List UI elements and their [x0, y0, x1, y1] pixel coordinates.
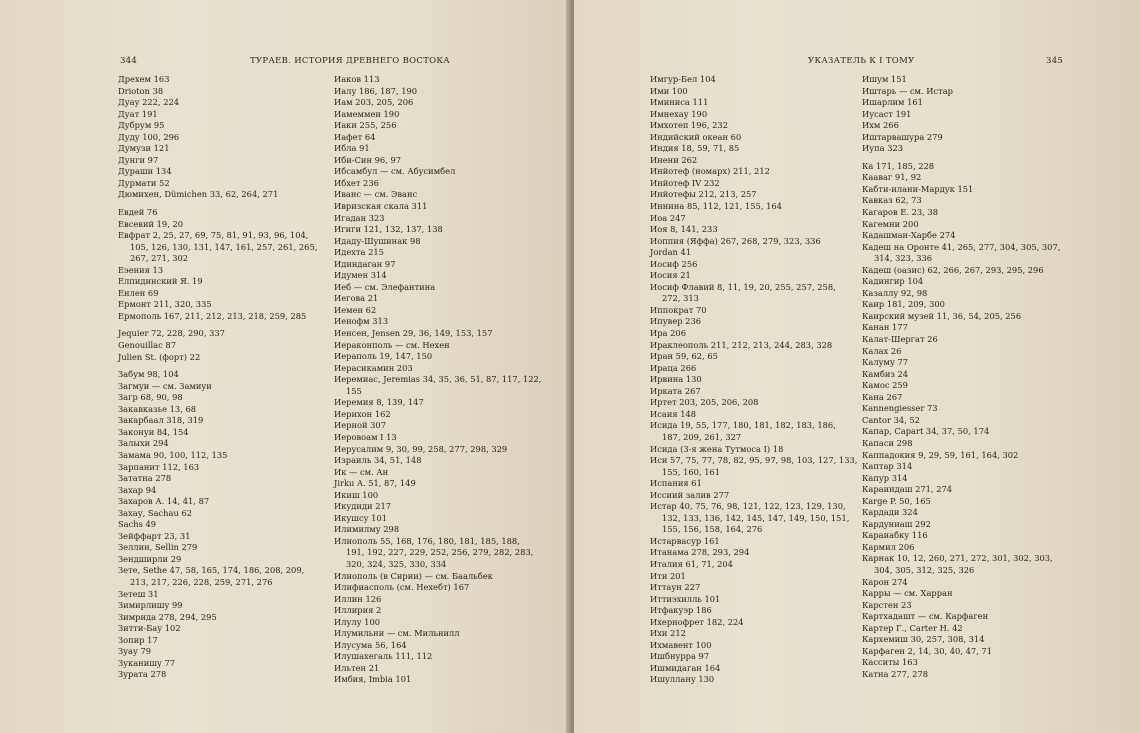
index-entry: Genouillac 87: [118, 340, 176, 351]
right-index-column-2: [862, 74, 1060, 680]
index-entry: 272, 313: [662, 293, 699, 304]
index-entry: Кавказ 62, 73: [862, 195, 922, 206]
index-entry: Иерихон 162: [334, 408, 391, 419]
index-entry: Иосиф Флавий 8, 11, 19, 20, 255, 257, 258,: [650, 281, 836, 292]
index-entry: Зататна 278: [118, 473, 172, 484]
index-entry: Drioton 38: [118, 85, 164, 96]
index-entry: Иенофм 313: [334, 316, 389, 327]
index-entry: Исаия 148: [650, 408, 697, 419]
index-entry: Дрехем 163: [118, 74, 170, 84]
index-entry: Дуау 222, 224: [118, 97, 180, 108]
index-entry: Ка 171, 185, 228: [862, 160, 935, 171]
index-entry: Иосия 21: [650, 270, 691, 281]
index-entry: Ира 206: [650, 328, 686, 339]
index-entry: Икиш 100: [334, 489, 379, 500]
index-entry: 155: [346, 385, 362, 396]
index-entry: Иоппия (Яффа) 267, 268, 279, 323, 336: [650, 235, 821, 246]
index-entry: Елпидинский Я. 19: [118, 276, 203, 287]
index-entry: Инйотеф IV 232: [650, 177, 720, 188]
index-entry: Инйотеф (номарх) 211, 212: [650, 166, 770, 177]
index-entry: Иран 59, 62, 65: [650, 351, 718, 362]
index-entry: 320, 324, 325, 330, 334: [346, 558, 447, 569]
index-entry: Камос 259: [862, 380, 908, 391]
index-entry: Иафет 64: [334, 131, 376, 142]
index-entry: Иерусалим 9, 30, 99, 258, 277, 298, 329: [334, 443, 508, 454]
index-entry: Дюмихен, Dümichen 33, 62, 264, 271: [118, 189, 279, 200]
right-running-head: УКАЗАТЕЛЬ К I ТОМУ: [808, 56, 915, 66]
index-entry: Дунги 97: [118, 154, 159, 165]
index-entry: Капаси 298: [862, 437, 913, 448]
index-entry: Забум 98, 104: [118, 369, 179, 380]
index-entry: Ишарлим 161: [862, 97, 923, 108]
index-entry: Закавказье 13, 68: [118, 403, 197, 414]
index-entry: Израиль 34, 51, 148: [334, 455, 422, 466]
index-entry: Julien St. (форт) 22: [118, 351, 201, 362]
index-entry: Индия 18, 59, 71, 85: [650, 143, 740, 154]
index-entry: Дурмати 52: [118, 177, 170, 188]
index-entry: Закарбаал 318, 319: [118, 415, 204, 426]
index-entry: Karge P. 50, 165: [862, 495, 931, 506]
right-page-number: 345: [1046, 56, 1064, 66]
index-entry: Игадан 323: [334, 212, 385, 223]
index-entry: Кагаров Е. 23, 38: [862, 207, 938, 218]
index-entry: Ипувер 236: [650, 316, 702, 327]
index-entry: Захаров А. 14, 41, 87: [118, 496, 210, 507]
index-entry: Замама 90, 100, 112, 135: [118, 449, 228, 460]
index-entry: Истарвасур 161: [650, 535, 720, 546]
index-entry: Иам 203, 205, 206: [334, 97, 414, 108]
index-entry: Иерной 307: [334, 420, 386, 431]
index-entry: Капур 314: [862, 472, 908, 483]
index-entry: Имхотеп 196, 232: [650, 120, 728, 131]
index-entry: Ишбнурра 97: [650, 651, 710, 662]
index-entry: 105, 126, 130, 131, 147, 161, 257, 261, 265,: [130, 241, 318, 252]
index-entry: Иемен 62: [334, 304, 377, 315]
index-entry: Илифиасполь (см. Нехебт) 167: [334, 582, 470, 593]
index-entry: Захау, Sachau 62: [118, 507, 193, 518]
right-page: [574, 0, 1140, 733]
index-entry: Калуму 77: [862, 357, 909, 368]
index-entry: Дураши 134: [118, 166, 172, 177]
index-entry: Зурата 278: [118, 669, 167, 680]
index-entry: Дуат 191: [118, 108, 158, 119]
index-entry: Kannengiesser 73: [862, 403, 938, 414]
index-entry: Касситы 163: [862, 657, 918, 668]
index-entry: Караиндаш 271, 274: [862, 484, 953, 495]
index-entry: Иттаун 227: [650, 582, 701, 593]
index-entry: Зеллин, Sellin 279: [118, 542, 198, 553]
index-entry: Иеб — см. Элефантина: [334, 281, 436, 292]
index-entry: Ибла 91: [334, 143, 370, 154]
index-entry: Зопир 17: [118, 634, 158, 645]
index-entry: Итанама 278, 293, 294: [650, 547, 750, 558]
index-entry: Cantor 34, 52: [862, 414, 920, 425]
index-entry: Иегова 21: [334, 293, 379, 304]
index-entry: Каппадокия 9, 29, 59, 161, 164, 302: [862, 449, 1019, 460]
index-entry: Иеровоам I 13: [334, 431, 397, 442]
index-entry: Иссиий залив 277: [650, 489, 730, 500]
left-page-number: 344: [120, 56, 138, 66]
index-entry: Иалу 186, 187, 190: [334, 85, 418, 96]
index-entry: Калах 26: [862, 345, 902, 356]
index-entry: Карон 274: [862, 576, 908, 587]
index-entry: Каптар 314: [862, 461, 913, 472]
index-entry: Евфрат 2, 25, 27, 69, 75, 81, 91, 93, 96, 104,: [118, 230, 309, 241]
index-entry: Jequier 72, 228, 290, 337: [118, 328, 225, 339]
index-entry: Иусаст 191: [862, 108, 912, 119]
index-entry: Иллин 126: [334, 593, 382, 604]
index-entry: Картер Г., Carter H. 42: [862, 622, 963, 633]
index-entry: Ильтен 21: [334, 662, 380, 673]
index-entry: Зимрида 278, 294, 295: [118, 611, 217, 622]
left-running-head: ТУРАЕВ. ИСТОРИЯ ДРЕВНЕГО ВОСТОКА: [250, 56, 451, 66]
index-entry: Дубрум 95: [118, 120, 165, 131]
index-entry: Карнак 10, 12, 260, 271, 272, 301, 302, 303,: [862, 553, 1053, 564]
index-entry: Ихи 212: [650, 628, 686, 639]
index-entry: Иоа 247: [650, 212, 686, 223]
index-entry: Идехта 215: [334, 247, 384, 258]
index-entry: Иамеммеи 190: [334, 108, 400, 119]
index-entry: Канан 177: [862, 322, 908, 333]
index-entry: Енлен 69: [118, 287, 159, 298]
index-entry: Илимилму 298: [334, 524, 400, 535]
left-index-column-1: [118, 74, 317, 681]
index-entry: Карстен 23: [862, 599, 912, 610]
index-entry: Картхадашт — см. Карфаген: [862, 611, 989, 622]
index-entry: Караиабку 116: [862, 530, 928, 541]
index-entry: Кагемни 200: [862, 218, 919, 229]
index-entry: 191, 192, 227, 229, 252, 256, 279, 282, 283,: [346, 547, 534, 558]
index-entry: Евдей 76: [118, 207, 158, 218]
index-entry: Jirku A. 51, 87, 149: [334, 478, 416, 489]
index-entry: Ити 201: [650, 570, 686, 581]
index-entry: Загр 68, 90, 98: [118, 392, 183, 403]
index-entry: Имбия, Imbia 101: [334, 674, 412, 685]
index-entry: Ирката 267: [650, 385, 701, 396]
index-entry: Зуканишу 77: [118, 657, 176, 668]
index-entry: Инени 262: [650, 154, 698, 165]
index-entry: Кархемиш 30, 257, 308, 314: [862, 634, 985, 645]
index-entry: Идиндаган 97: [334, 258, 396, 269]
index-entry: Иннина 85, 112, 121, 155, 164: [650, 201, 782, 212]
index-entry: Иераполь 19, 147, 150: [334, 351, 433, 362]
index-entry: Иоя 8, 141, 233: [650, 224, 718, 235]
index-entry: Капар, Capart 34, 37, 50, 174: [862, 426, 990, 437]
index-entry: Иштарь — см. Истар: [862, 85, 953, 96]
index-entry: Иштарвашура 279: [862, 131, 943, 142]
index-entry: Ишуллану 130: [650, 674, 715, 685]
index-entry: Законуи 84, 154: [118, 426, 189, 437]
index-entry: Истар 40, 75, 76, 98, 121, 122, 123, 129, 130,: [650, 501, 846, 512]
index-entry: Иупа 323: [862, 143, 904, 154]
index-entry: Кадашман-Харбе 274: [862, 230, 956, 241]
index-entry: Ихмавент 100: [650, 639, 712, 650]
index-entry: Sachs 49: [118, 519, 157, 530]
index-entry: 314, 323, 336: [874, 253, 933, 264]
index-entry: Иаков 113: [334, 74, 380, 84]
index-entry: Зетеш 31: [118, 588, 159, 599]
index-entry: 155, 156, 158, 164, 276: [662, 524, 763, 535]
index-entry: Евсевий 19, 20: [118, 218, 184, 229]
index-entry: 187, 209, 261, 327: [662, 431, 742, 442]
index-entry: Игиги 121, 132, 137, 138: [334, 224, 443, 235]
index-entry: Иеремиас, Jeremias 34, 35, 36, 51, 87, 117, 122,: [334, 374, 542, 385]
index-entry: Имнехау 190: [650, 108, 708, 119]
index-entry: Кадеш (оазис) 62, 266, 267, 293, 295, 296: [862, 264, 1044, 275]
index-entry: 304, 305, 312, 325, 326: [874, 564, 975, 575]
index-entry: Ираклеополь 211, 212, 213, 244, 283, 328: [650, 339, 833, 350]
index-entry: Еэения 13: [118, 264, 164, 275]
index-entry: Италия 61, 71, 204: [650, 558, 733, 569]
index-entry: Ишмидаган 164: [650, 662, 721, 673]
index-entry: Илиополь 55, 168, 176, 180, 181, 185, 188,: [334, 535, 520, 546]
index-entry: Карфаген 2, 14, 30, 40, 47, 71: [862, 645, 992, 656]
index-entry: Ик — см. Ан: [334, 466, 389, 477]
index-entry: Идумен 314: [334, 270, 387, 281]
index-entry: Ирвина 130: [650, 374, 702, 385]
index-entry: Каир 181, 209, 300: [862, 299, 945, 310]
index-entry: Исида (3-я жена Тутмоса I) 18: [650, 443, 784, 454]
index-entry: Ихм 266: [862, 120, 899, 131]
index-entry: Илиополь (в Сирии) — см. Баальбек: [334, 570, 493, 581]
index-entry: Ибсамбул — см. Абусимбел: [334, 166, 456, 177]
index-entry: Иминиса 111: [650, 97, 709, 108]
index-entry: Кадеш на Оронте 41, 265, 277, 304, 305, 307,: [862, 241, 1061, 252]
index-entry: Исида 19, 55, 177, 180, 181, 182, 183, 186,: [650, 420, 836, 431]
index-entry: Идаду-Шушинак 98: [334, 235, 421, 246]
index-entry: Кабти-илани-Мардук 151: [862, 183, 974, 194]
index-entry: Илушахегаль 111, 112: [334, 651, 433, 662]
index-entry: Захар 94: [118, 484, 157, 495]
index-entry: Испания 61: [650, 478, 702, 489]
index-entry: Кааваг 91, 92: [862, 172, 922, 183]
index-entry: Камбиз 24: [862, 368, 909, 379]
index-entry: Илулу 100: [334, 616, 381, 627]
index-entry: Итфакуэр 186: [650, 605, 712, 616]
index-entry: Иосиф 256: [650, 258, 698, 269]
right-index-column-1: [650, 74, 857, 686]
index-entry: Иенсен, Jensen 29, 36, 149, 153, 157: [334, 328, 493, 339]
index-entry: Иттиэхилль 101: [650, 593, 721, 604]
index-entry: Дуду 100, 296: [118, 131, 180, 142]
index-entry: Калат-Шергат 26: [862, 334, 938, 345]
index-entry: Ишум 151: [862, 74, 907, 84]
index-entry: Иллирия 2: [334, 605, 382, 616]
index-entry: Каирский музей 11, 36, 54, 205, 256: [862, 310, 1022, 321]
index-entry: 132, 133, 136, 142, 145, 147, 149, 150, 151,: [662, 512, 850, 523]
index-entry: Кармил 206: [862, 541, 915, 552]
index-entry: Кадингир 104: [862, 276, 924, 287]
index-entry: Катна 277, 278: [862, 668, 929, 679]
index-entry: 213, 217, 226, 228, 259, 271, 276: [130, 576, 273, 587]
index-entry: Кана 267: [862, 391, 903, 402]
index-entry: Иби-Син 96, 97: [334, 154, 401, 165]
index-entry: Ирацa 266: [650, 362, 697, 373]
index-entry: Имгур-Бел 104: [650, 74, 716, 84]
index-entry: Кардуниаш 292: [862, 518, 931, 529]
index-entry: 155, 160, 161: [662, 466, 721, 477]
index-entry: Зендширли 29: [118, 553, 182, 564]
index-entry: Залыхи 294: [118, 438, 169, 449]
index-entry: Икудиди 217: [334, 501, 392, 512]
index-entry: Ермонт 211, 320, 335: [118, 299, 212, 310]
index-entry: Ихернофрет 182, 224: [650, 616, 744, 627]
index-entry: Ивризская скала 311: [334, 201, 428, 212]
index-entry: Иераконполь — см. Нехен: [334, 339, 450, 350]
index-entry: Иванс — см. Эванс: [334, 189, 418, 200]
index-entry: Икушсу 101: [334, 512, 388, 523]
index-entry: Зейффарт 23, 31: [118, 530, 191, 541]
index-entry: Иртет 203, 205, 206, 208: [650, 397, 759, 408]
index-entry: Зете, Sethe 47, 58, 165, 174, 186, 208, 209,: [118, 565, 305, 576]
index-entry: Илумильни — см. Мильнилл: [334, 628, 460, 639]
index-entry: Кардади 324: [862, 507, 918, 518]
index-entry: Зитти-Бау 102: [118, 623, 181, 634]
index-entry: Индийский океан 60: [650, 131, 742, 142]
index-entry: Зуау 79: [118, 646, 152, 657]
index-entry: Зарпанит 112, 163: [118, 461, 200, 472]
index-entry: Ибхет 236: [334, 177, 379, 188]
index-entry: Jordan 41: [650, 247, 692, 258]
index-entry: Думузи 121: [118, 143, 170, 154]
index-entry: Зимирлишу 99: [118, 600, 183, 611]
index-entry: Иеремия 8, 139, 147: [334, 397, 424, 408]
index-entry: Иппократ 70: [650, 304, 707, 315]
index-entry: Казаллу 92, 98: [862, 287, 928, 298]
index-entry: Иси 57, 75, 77, 78, 82, 95, 97, 98, 103, 127, 133,: [650, 455, 858, 466]
index-entry: Инйотефы 212, 213, 257: [650, 189, 757, 200]
index-entry: Ими 100: [650, 85, 688, 96]
index-entry: Карры — см. Харран: [862, 588, 953, 599]
left-index-column-2: [334, 74, 541, 686]
index-entry: Илусума 56, 164: [334, 639, 407, 650]
index-entry: Загмуи — см. Замиуи: [118, 380, 212, 391]
index-entry: Иаки 255, 256: [334, 120, 397, 131]
index-entry: Ермополь 167, 211, 212, 213, 218, 259, 285: [118, 310, 307, 321]
index-entry: Иерасикамин 203: [334, 362, 413, 373]
index-entry: 267, 271, 302: [130, 253, 189, 264]
